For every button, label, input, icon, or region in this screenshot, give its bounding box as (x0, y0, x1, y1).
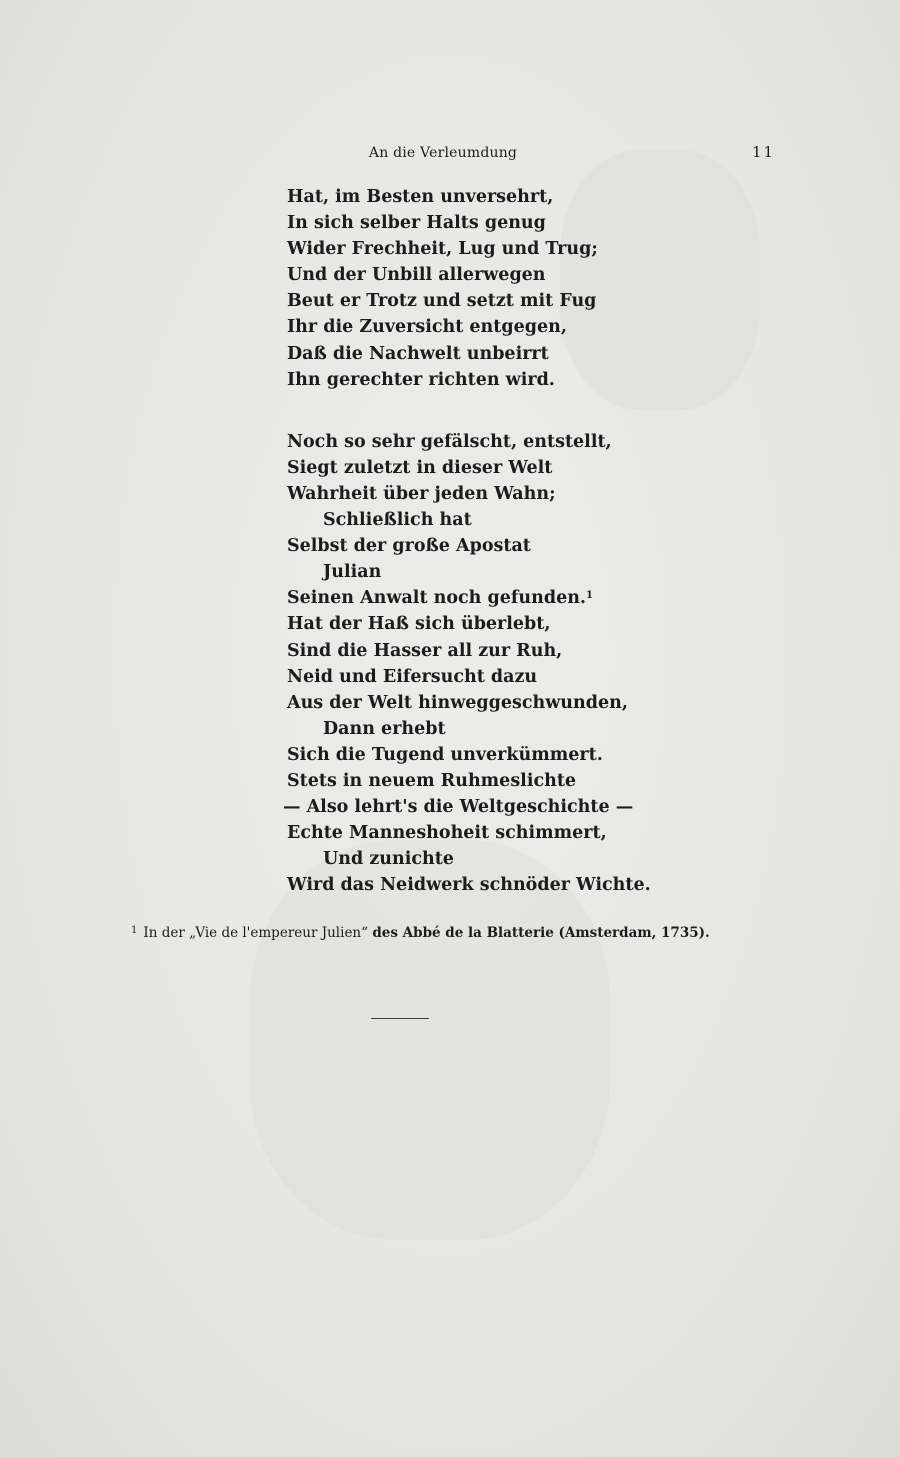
poem-line: Echte Manneshoheit schimmert, (287, 823, 607, 844)
footnote-reference: 1 (586, 590, 593, 602)
poem-line: Ihn gerechter richten wird. (287, 369, 555, 390)
footnote-title: „Vie de l'empereur Julien“ (189, 925, 369, 941)
poem-line: Wahrheit über jeden Wahn; (287, 483, 556, 504)
poem-line: Aus der Welt hinweggeschwunden, (287, 692, 628, 713)
poem-line: Und zunichte (323, 849, 454, 870)
poem-line: Noch so sehr gefälscht, entstellt, (287, 431, 612, 452)
poem-line: Ihr die Zuversicht entgegen, (287, 317, 567, 338)
poem-line: Wird das Neidwerk schnöder Wichte. (287, 875, 651, 896)
poem-line: Selbst der große Apostat (287, 536, 531, 557)
poem-line: In sich selber Halts genug (287, 213, 546, 234)
poem-line: Dann erhebt (323, 718, 446, 739)
poem-line: Hat, im Besten unversehrt, (287, 187, 554, 207)
poem-line: Julian (323, 562, 382, 583)
end-rule (371, 1018, 429, 1019)
poem-line: Sind die Hasser all zur Ruh, (287, 640, 563, 661)
poem (283, 184, 707, 898)
poem-line: Neid und Eifersucht dazu (287, 666, 538, 687)
poem-line: Und der Unbill allerwegen (287, 265, 546, 286)
show-through (250, 840, 610, 1240)
running-header-title: An die Verleumdung (368, 145, 518, 161)
footnote-prefix: In der (143, 925, 185, 941)
poem-line: Sich die Tugend unverkümmert. (287, 744, 603, 765)
stanza-break (287, 393, 707, 429)
poem-line: Siegt zuletzt in dieser Welt (287, 457, 553, 478)
poem-line-text: Seinen Anwalt noch gefunden. (287, 588, 587, 609)
poem-line-with-footnote (287, 585, 707, 611)
footnote-number: 1 (131, 925, 138, 936)
poem-line: Wider Frechheit, Lug und Trug; (287, 239, 598, 260)
poem-line: Hat der Haß sich überlebt, (287, 614, 551, 635)
footnote-suffix: des Abbé de la Blatterie (Amsterdam, 1735). (372, 925, 710, 941)
poem-line: Beut er Trotz und setzt mit Fug (287, 291, 597, 312)
poem-line: — Also lehrt's die Weltgeschichte — (283, 797, 634, 818)
poem-line: Schließlich hat (323, 510, 472, 531)
footnote (131, 925, 710, 941)
poem-line: Stets in neuem Ruhmeslichte (287, 770, 577, 791)
page-number: 11 (752, 143, 776, 161)
poem-line: Daß die Nachwelt unbeirrt (287, 343, 549, 364)
